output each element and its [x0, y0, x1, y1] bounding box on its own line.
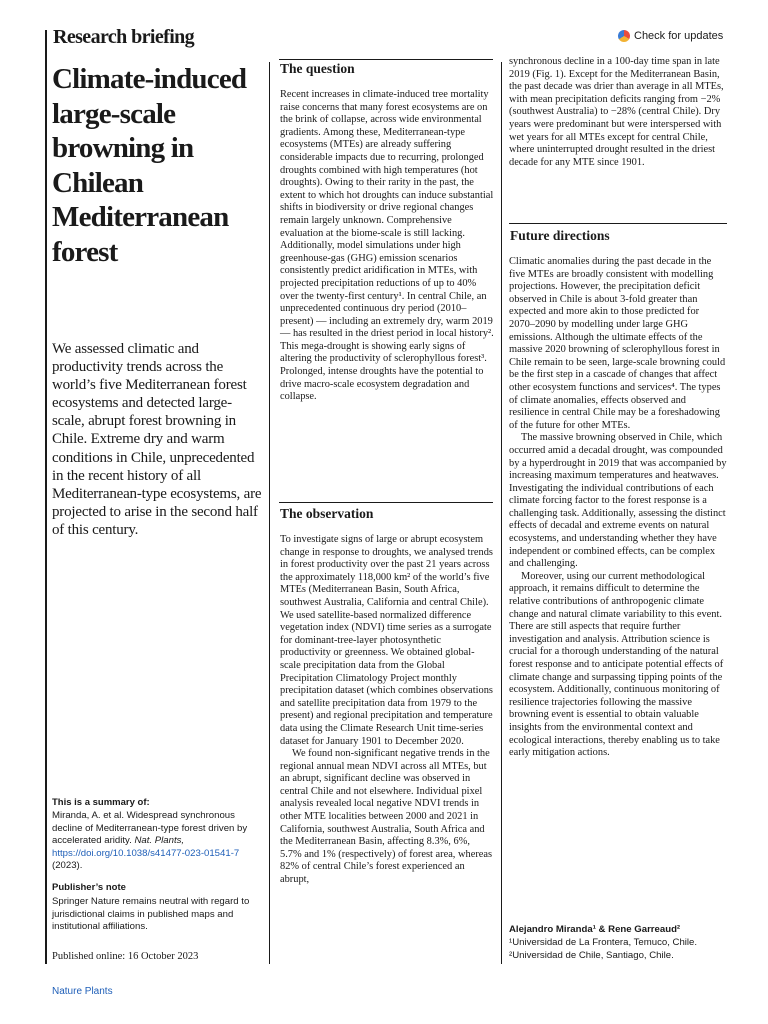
future-paragraph-1: Climatic anomalies during the past decade in the five MTEs are broadly consistent with modelling projections. However, the precipitation deficit observed in Chile is about 3-fold greater than expected and more akin to those predicted for 2070–2090 by modelling under large GHG emissions. Although the ultimate effects of the massive 2020 browning of sclerophyllous forest in Chile remain to be seen, large-scale browning could be the first step in a cascade of changes that affect other ecosystem functions and services⁴. The types of climate anomalies, effects observed and resilience in central Chile may be a foreshadowing of the future for other MTEs.: [509, 256, 726, 431]
article-standfirst: We assessed climatic and productivity trends across the world’s five Mediterranean forest ecosystems and detected large-scale, abrupt forest browning in Chile. Extreme dry and warm conditions in Chile, unprecedented in the recent history of all Mediterranean-type ecosystems, are projected to arise in the second half of this century.: [52, 341, 262, 538]
journal-name[interactable]: Nature Plants: [52, 986, 113, 997]
affiliation-1: ¹Universidad de La Frontera, Temuco, Chile.: [509, 937, 698, 948]
publishers-note-body: Springer Nature remains neutral with regard to jurisdictional claims in published maps and institutional affiliations.: [52, 896, 250, 932]
left-border-rule: [45, 30, 47, 964]
check-updates-icon: [618, 30, 630, 42]
future-heading: Future directions: [510, 228, 610, 243]
observation-paragraph-1: To investigate signs of large or abrupt ecosystem change in response to droughts, we analysed trends in forest productivity over the past 21 years across the approximately 118,000 km² of the world’s five MTEs (Mediterranean Basin, South Africa, southwest Australia, California and central Chile). We used satellite-based normalized difference vegetation index (NDVI) time series as a surrogate for dominant-tree-layer photosynthetic productivity or greenness. We obtained global-scale precipitation data from the Global Precipitation Climatology Project monthly precipitation dataset (which combines observations and satellite precipitation data from 1979 to the present) and regional precipitation and temperature data using the Climate Research Unit time-series dataset for January 1901 to December 2020.: [280, 534, 493, 747]
future-body: [509, 256, 727, 760]
future-paragraph-2: The massive browning observed in Chile, which occurred amid a decadal drought, was compounded by a hyperdrought in 2019 that was accompanied by increasing maximum temperatures and heatwaves. Investigating the individual contributions of each climate forcing factor to the forest response is a challenging task. Additionally, assessing the distinct effects of decadal and extreme events on natural ecosystems, and understanding whether they have independent or combined effects, can be complex and challenging.: [509, 432, 727, 570]
published-date: Published online: 16 October 2023: [52, 951, 199, 962]
check-for-updates-link[interactable]: [618, 30, 723, 42]
publishers-note-heading: Publisher’s note: [52, 882, 126, 893]
observation-rule: [279, 502, 493, 503]
column-divider-2: [501, 62, 502, 964]
citation-doi-link[interactable]: https://doi.org/10.1038/s41477-023-01541-7: [52, 847, 240, 859]
observation-heading: The observation: [280, 506, 374, 521]
observation-paragraph-2: We found non-significant negative trends in the regional annual mean NDVI across all MTEs, but an abrupt, significant decline was observed in central Chile and not elsewhere. Individual pixel analysis revealed local negative NDVI trends in other MTE localities between 2000 and 2021 in California, southwest Australia, South Africa and the Mediterranean Basin, affecting 8.3%, 6%, 5.7% and 1% (respectively) of forest area, whereas 82% of central Chile’s forest experienced an abrupt,: [280, 748, 493, 886]
column-divider-1: [269, 62, 270, 964]
citation-journal: Nat. Plants,: [134, 835, 185, 846]
summary-heading: This is a summary of:: [52, 797, 150, 808]
observation-paragraph-continued: synchronous decline in a 100-day time span in late 2019 (Fig. 1). Except for the Mediterranean Basin, the past decade was drier than average in all MTEs, with mean precipitation deficits ranging from −2% (southwest Australia) to −28% (central Chile). Dry years were predominant but were interspersed with wet years for all MTEs except for central Chile, where uninterrupted drought resulted in the driest decade for any MTE since 1901.: [509, 56, 724, 168]
author-names: Alejandro Miranda¹ & Rene Garreaud²: [509, 924, 681, 935]
observation-continued: [509, 56, 727, 169]
question-rule: [279, 59, 493, 60]
citation-text: Miranda, A. et al. Widespread synchronous decline of Mediterranean-type forest driven by accelerated aridity.: [52, 810, 248, 846]
affiliation-2: ²Universidad de Chile, Santiago, Chile.: [509, 949, 674, 961]
article-title: Climate-induced large-scale browning in Chilean Mediterranean forest: [52, 63, 247, 268]
future-paragraph-3: Moreover, using our current methodological approach, it remains difficult to determine the relative contributions of anthropogenic climate change and natural climate variability to this event. There are still aspects that require further investigation and analysis. Attribution science is crucial for a thorough understanding of the natural forest response and to anticipate potential effects of climate change and surpassing tipping points of the ecosystem. Additionally, continuous monitoring of resilience trajectories following the massive browning event is essential to obtain valuable insights from the environmental context and ecological interactions, thereby enabling us to take early mitigation actions.: [509, 570, 724, 759]
future-rule: [509, 223, 727, 224]
check-updates-label: Check for updates: [634, 30, 724, 42]
question-paragraph: Recent increases in climate-induced tree mortality raise concerns that many forest ecosystems are on the brink of collapse, across wide environmental gradients. Among these, Mediterranean-type ecosystems (MTEs) are already suffering considerable impacts due to recurring, prolonged droughts combined with high temperatures (hot droughts). Owing to their rarity in the past, the extent to which hot droughts can induce substantial shifts in biodiversity or drive regional changes remain largely unknown. Comprehensive evaluation at the biome-scale is still lacking. Additionally, model simulations under high greenhouse-gas (GHG) emission scenarios consistently predict aridification in MTEs, with projected precipitation reductions of up to 40% over the twenty-first century¹. In central Chile, an unprecedented continuous dry period (2010–present) — including an extremely dry, warm 2019 — has resulted in the driest period in local history². This mega-drought is showing early signs of altering the productivity of sclerophyllous forest³. Prolonged, intense droughts have the potential to drive macro-scale ecosystem degradation and collapse.: [280, 89, 494, 403]
question-body: [280, 89, 494, 404]
citation-year: (2023).: [52, 860, 83, 871]
question-heading: The question: [280, 61, 355, 76]
observation-body: [280, 534, 494, 887]
summary-citation: [52, 810, 266, 873]
author-affiliations: [509, 937, 727, 962]
section-label: Research briefing: [53, 26, 195, 48]
